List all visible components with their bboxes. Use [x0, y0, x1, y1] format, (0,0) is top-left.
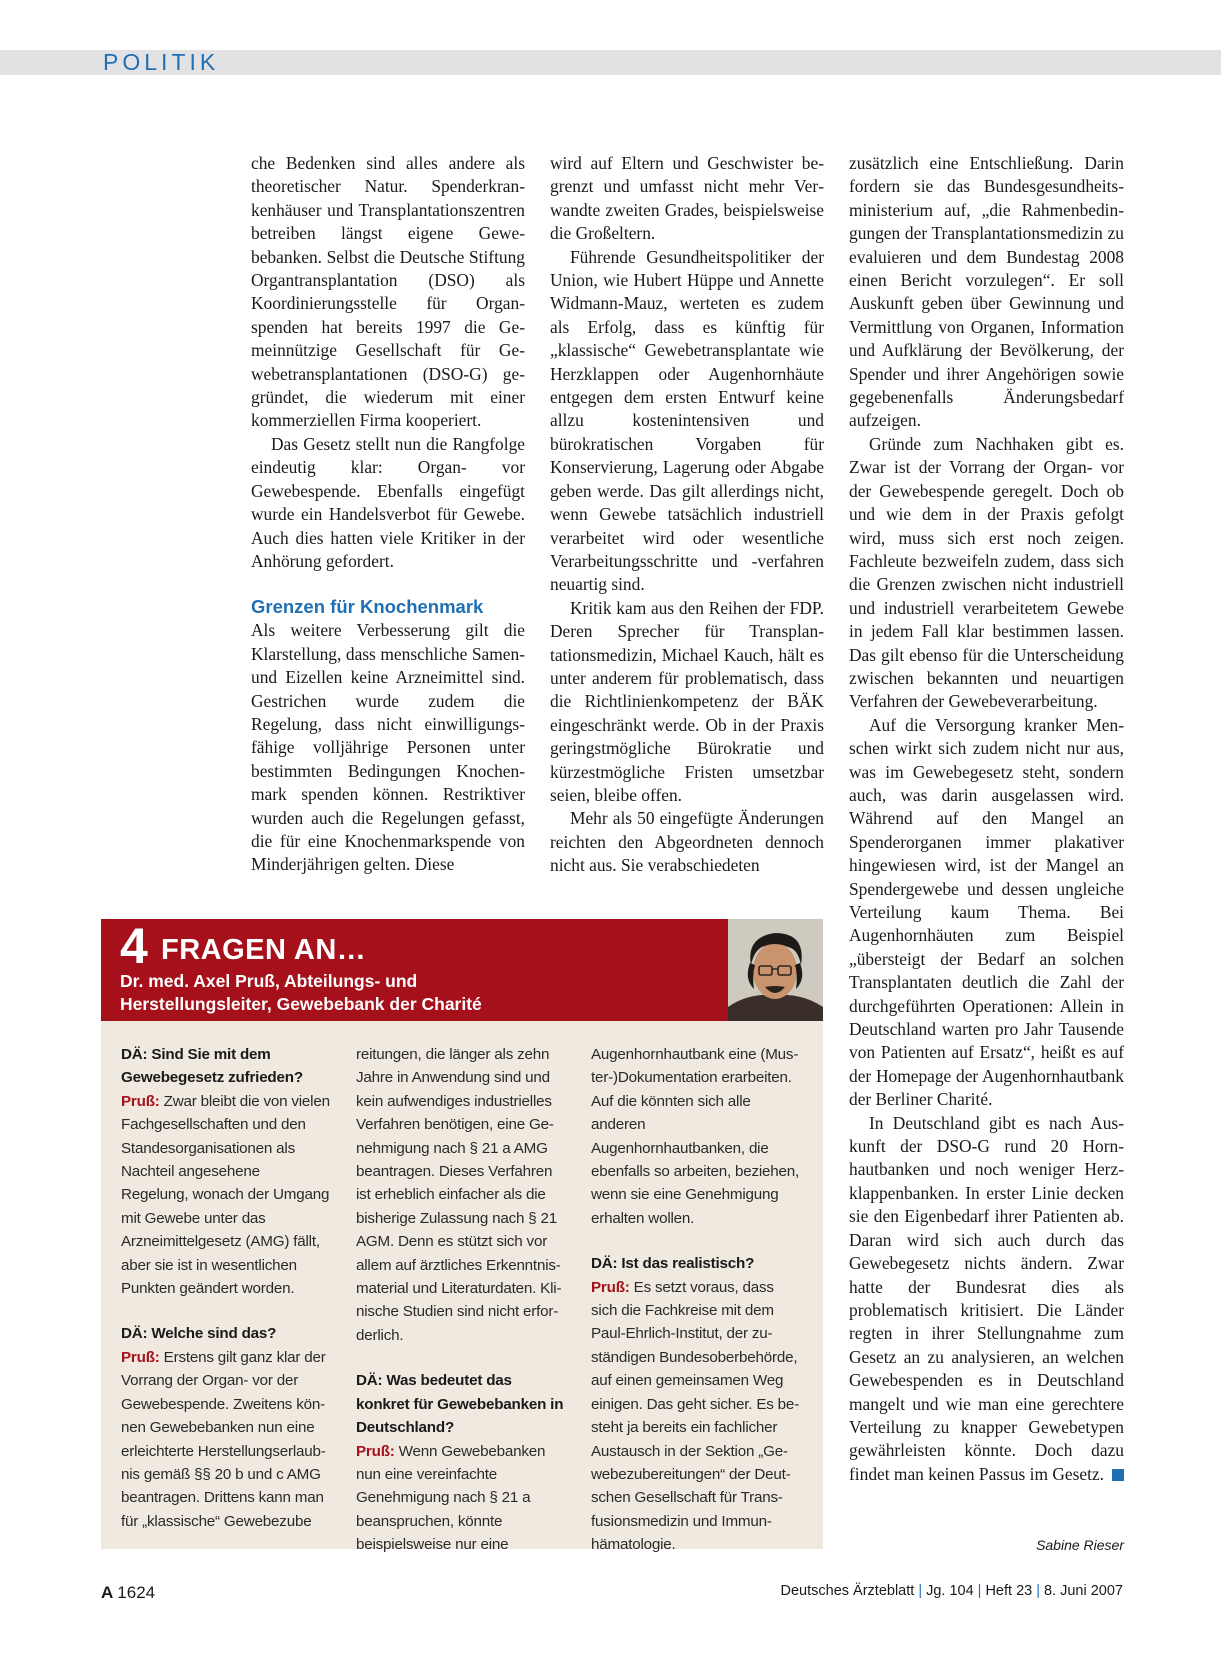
journal-volume: Jg. 104: [926, 1583, 974, 1599]
paragraph: Das Gesetz stellt nun die Rangfolge eindeutig klar: Organ- vor Gewebespende. Ebenfalls eingefügt wurde ein Handelsverbot für Gewebe. Auch dies hatten viele Kritiker in der Anhörung gefordert.: [251, 433, 525, 571]
article-column-2: [550, 152, 824, 878]
paragraph: wird auf Eltern und Geschwister begrenzt und umfasst nicht mehr Verwandte zweiten Grades, beispielsweise die Großeltern.: [550, 153, 824, 244]
journal-date: 8. Juni 2007: [1043, 1583, 1123, 1599]
page-number: [101, 1583, 155, 1603]
portrait-illustration: [728, 919, 823, 1021]
question: DÄ: Welche sind das?: [121, 1325, 277, 1343]
paragraph: Kritik kam aus den Reihen der FDP. Deren Sprecher für Transplantationsmedizin, Michael Kauch, hält es unter anderem für problematisch, dass die Richtlinienkompetenz der BÄK eingeschränkt werde. Ob in der Praxis geringstmögliche Bürokratie und kürzestmögliche Fristen umsetzbar seien, bleibe offen.: [550, 597, 824, 805]
subtitle-line: Herstellungsleiter, Gewebebank der Charité: [120, 994, 482, 1014]
journal-issue: Heft 23: [985, 1583, 1033, 1599]
qa-block: [356, 1043, 566, 1347]
interview-column-2: [356, 1043, 566, 1579]
question: DÄ: Ist das realistisch?: [591, 1255, 755, 1273]
question: DÄ: Sind Sie mit dem Gewebegesetz zufrieden?: [121, 1046, 303, 1087]
journal-footer: Deutsches Ärzteblatt | Jg. 104 | Heft 23 | 8. Juni 2007: [780, 1583, 1123, 1599]
answer: reitungen, die länger als zehn Jahre in Anwendung sind und kein aufwendiges industrielles Verfahren benötigen, eine Genehmigung nach § 21 a AMG beantragen. Dieses Verfahren ist erheblich einfacher als die bisherige Zulassung nach § 21 AGM. Denn es stützt sich vor allem auf ärztliches Erkenntnismaterial und Literaturdaten. Klinische Studien sind nicht erforderlich.: [356, 1046, 562, 1344]
paragraph: Auf die Versorgung kranker Menschen wirkt sich zudem nicht nur aus, was im Gewebegesetz steht, sondern auch, was darin ausgelassen wird. Während auf den Mangel an Spenderorganen immer plakativer hingewiesen wird, ist der Mangel an Spendergewebe und dessen ungleiche Verteilung kaum Thema. Bei Augenhornhäuten zum Beispiel „übersteigt der Bedarf an solchen Transplantaten deutlich die Zahl der durchgeführten Operationen: Allein in Deutschland warten pro Jahr Tausende von Patienten auf Ersatz“, heißt es auf der Homepage der Augenhornhautbank der Berliner Charité.: [849, 714, 1124, 1110]
qa-block: [591, 1043, 801, 1230]
interview-column-3: [591, 1043, 801, 1579]
subheading: Grenzen für Knochenmark: [251, 596, 484, 618]
qa-block: [121, 1322, 331, 1533]
paragraph-last: [849, 1112, 1124, 1487]
answer: Erstens gilt ganz klar der Vorrang der Organ- vor der Gewebespende. Zweitens können Gewebebanken nun eine erleichterte Herstellungserlaubnis gemäß §§ 20 b und c AMG beantragen. Drittens kann man für „klassische“ Gewebezube: [121, 1348, 326, 1530]
speaker-label: Pruß:: [356, 1442, 399, 1460]
paragraph: Führende Gesundheitspolitiker der Union, wie Hubert Hüppe und Annette Widmann-Mauz, werteten es zudem als Erfolg, dass es künftig für „klassische“ Gewebetransplantate wie Herzklappen oder Augenhornhäute entgegen dem ersten Entwurf keine allzu kostenintensiven und bürokratischen Vorgaben für Konservierung, Lagerung oder Abgabe geben werde. Das gilt allerdings nicht, wenn Gewebe tatsächlich industriell verarbeitet wird oder wesentliche Verarbeitungsschritte und -verfahren neuartig sind.: [550, 246, 824, 595]
interview-number: 4: [120, 918, 148, 974]
author-byline: Sabine Rieser: [1036, 1537, 1124, 1553]
paragraph: Mehr als 50 eingefügte Änderungen reichten den Abgeordneten dennoch nicht aus. Sie verabschiedeten: [550, 808, 824, 876]
section-label: POLITIK: [103, 49, 220, 75]
qa-block: [356, 1369, 566, 1556]
end-mark-icon: [1112, 1469, 1124, 1481]
page-prefix: A: [101, 1583, 114, 1602]
interview-title: FRAGEN AN…: [161, 934, 367, 966]
answer: Wenn Gewebebanken nun eine vereinfachte Genehmigung nach § 21 a beanspruchen, könnte beispielsweise nur eine: [356, 1442, 546, 1554]
speaker-label: Pruß:: [121, 1092, 164, 1110]
interview-subtitle: [120, 970, 720, 1016]
paragraph: che Bedenken sind alles andere als theoretischer Natur. Spenderkrankenhäuser und Transplantationszentren betreiben längst eigene Gewebebanken. Selbst die Deutsche Stiftung Organtransplantation (DSO) als Koordinierungsstelle für Organspenden hat bereits 1997 die Gemeinnützige Gesellschaft für Gewebetransplantationen (DSO-G) gegründet, die wiederum mit einer kommerziellen Firma kooperiert.: [251, 153, 525, 431]
question: DÄ: Was bedeutet das konkret für Gewebebanken in Deutschland?: [356, 1372, 564, 1437]
qa-block: [591, 1252, 801, 1556]
journal-name: Deutsches Ärzteblatt: [780, 1583, 915, 1599]
article-column-1: [251, 152, 525, 877]
qa-block: [121, 1043, 331, 1300]
answer: Zwar bleibt die von vielen Fachgesellschaften und den Standesorganisationen als Nachteil angesehene Regelung, wonach der Umgang mit Gewebe unter das Arzneimittelgesetz (AMG) fällt, aber sie ist in wesentlichen Punkten geändert worden.: [121, 1092, 330, 1298]
answer: Es setzt voraus, dass sich die Fachkreise mit dem Paul-Ehrlich-Institut, der zuständigen Bundesoberbehörde, auf einen gemeinsamen Weg einigen. Das geht sicher. Es besteht ja bereits ein fachlicher Austausch in der Sektion „Gewebezubereitungen“ der Deutschen Gesellschaft für Transfusionsmedizin und Immunhämatologie.: [591, 1278, 800, 1554]
portrait-photo: [728, 919, 823, 1021]
paragraph: Gründe zum Nachhaken gibt es. Zwar ist der Vorrang der Organ- vor der Gewebespende geregelt. Doch ob und wie dem in der Praxis gefolgt wird, muss sich erst noch zeigen. Fachleute bezweifeln zudem, dass sich die Grenzen zwischen nicht industriell und industriell verarbeitetem Gewebe in jedem Fall klar bestimmen lassen. Das gilt ebenso für die Unterscheidung zwischen bekannten und neuartigen Verfahren der Gewebeverarbeitung.: [849, 433, 1124, 712]
answer: Augenhornhautbank eine (Muster-)Dokumentation erarbeiten. Auf die könnten sich alle anderen Augenhornhautbanken, die ebenfalls so arbeiten, beziehen, wenn sie eine Genehmigung erhalten wollen.: [591, 1046, 800, 1227]
paragraph: Als weitere Verbesserung gilt die Klarstellung, dass menschliche Samen- und Eizellen keine Arzneimittel sind. Gestrichen wurde zudem die Regelung, dass nicht einwilligungsfähige volljährige Personen unter bestimmten Bedingungen Knochenmark spenden können. Restriktiver wurden auch die Regelungen gefasst, die für eine Knochenmarkspende von Minderjährigen gelten. Diese: [251, 620, 525, 875]
article-column-3: [849, 152, 1124, 1486]
page-number-value: 1624: [117, 1583, 156, 1602]
speaker-label: Pruß:: [121, 1348, 164, 1366]
paragraph-text: In Deutschland gibt es nach Auskunft der DSO-G rund 20 Hornhautbanken und noch weniger Herzklappenbanken. In erster Linie decken sie den Eigenbedarf ihrer Patienten ab. Daran wird sich auch durch das Gewebegesetz nichts ändern. Zwar hatte der Bundesrat dies als problematisch kritisiert. Die Länder regten in ihrer Stellungnahme zum Gesetz an zu analysieren, an welchen Gewebespenden es in Deutschland mangelt und wie man eine gerechtere Verteilung zu knapper Gewebetypen gewährleisten könnte. Doch dazu findet man keinen Passus im Gesetz.: [849, 1112, 1124, 1484]
interview-header: [101, 919, 728, 1021]
interview-column-1: [121, 1043, 331, 1555]
speaker-label: Pruß:: [591, 1278, 634, 1296]
paragraph: zusätzlich eine Entschließung. Darin fordern sie das Bundesgesundheitsministerium auf, „die Rahmenbedingungen der Transplantationsmedizin zu evaluieren und dem Bundestag 2008 einen Bericht vorzulegen“. Er soll Auskunft geben über Gewinnung und Vermittlung von Organen, Information und Aufklärung der Bevölkerung, der Spender und ihrer Angehörigen sowie gegebenenfalls Änderungsbedarf aufzeigen.: [849, 153, 1124, 431]
subtitle-line: Dr. med. Axel Pruß, Abteilungs- und: [120, 971, 418, 991]
